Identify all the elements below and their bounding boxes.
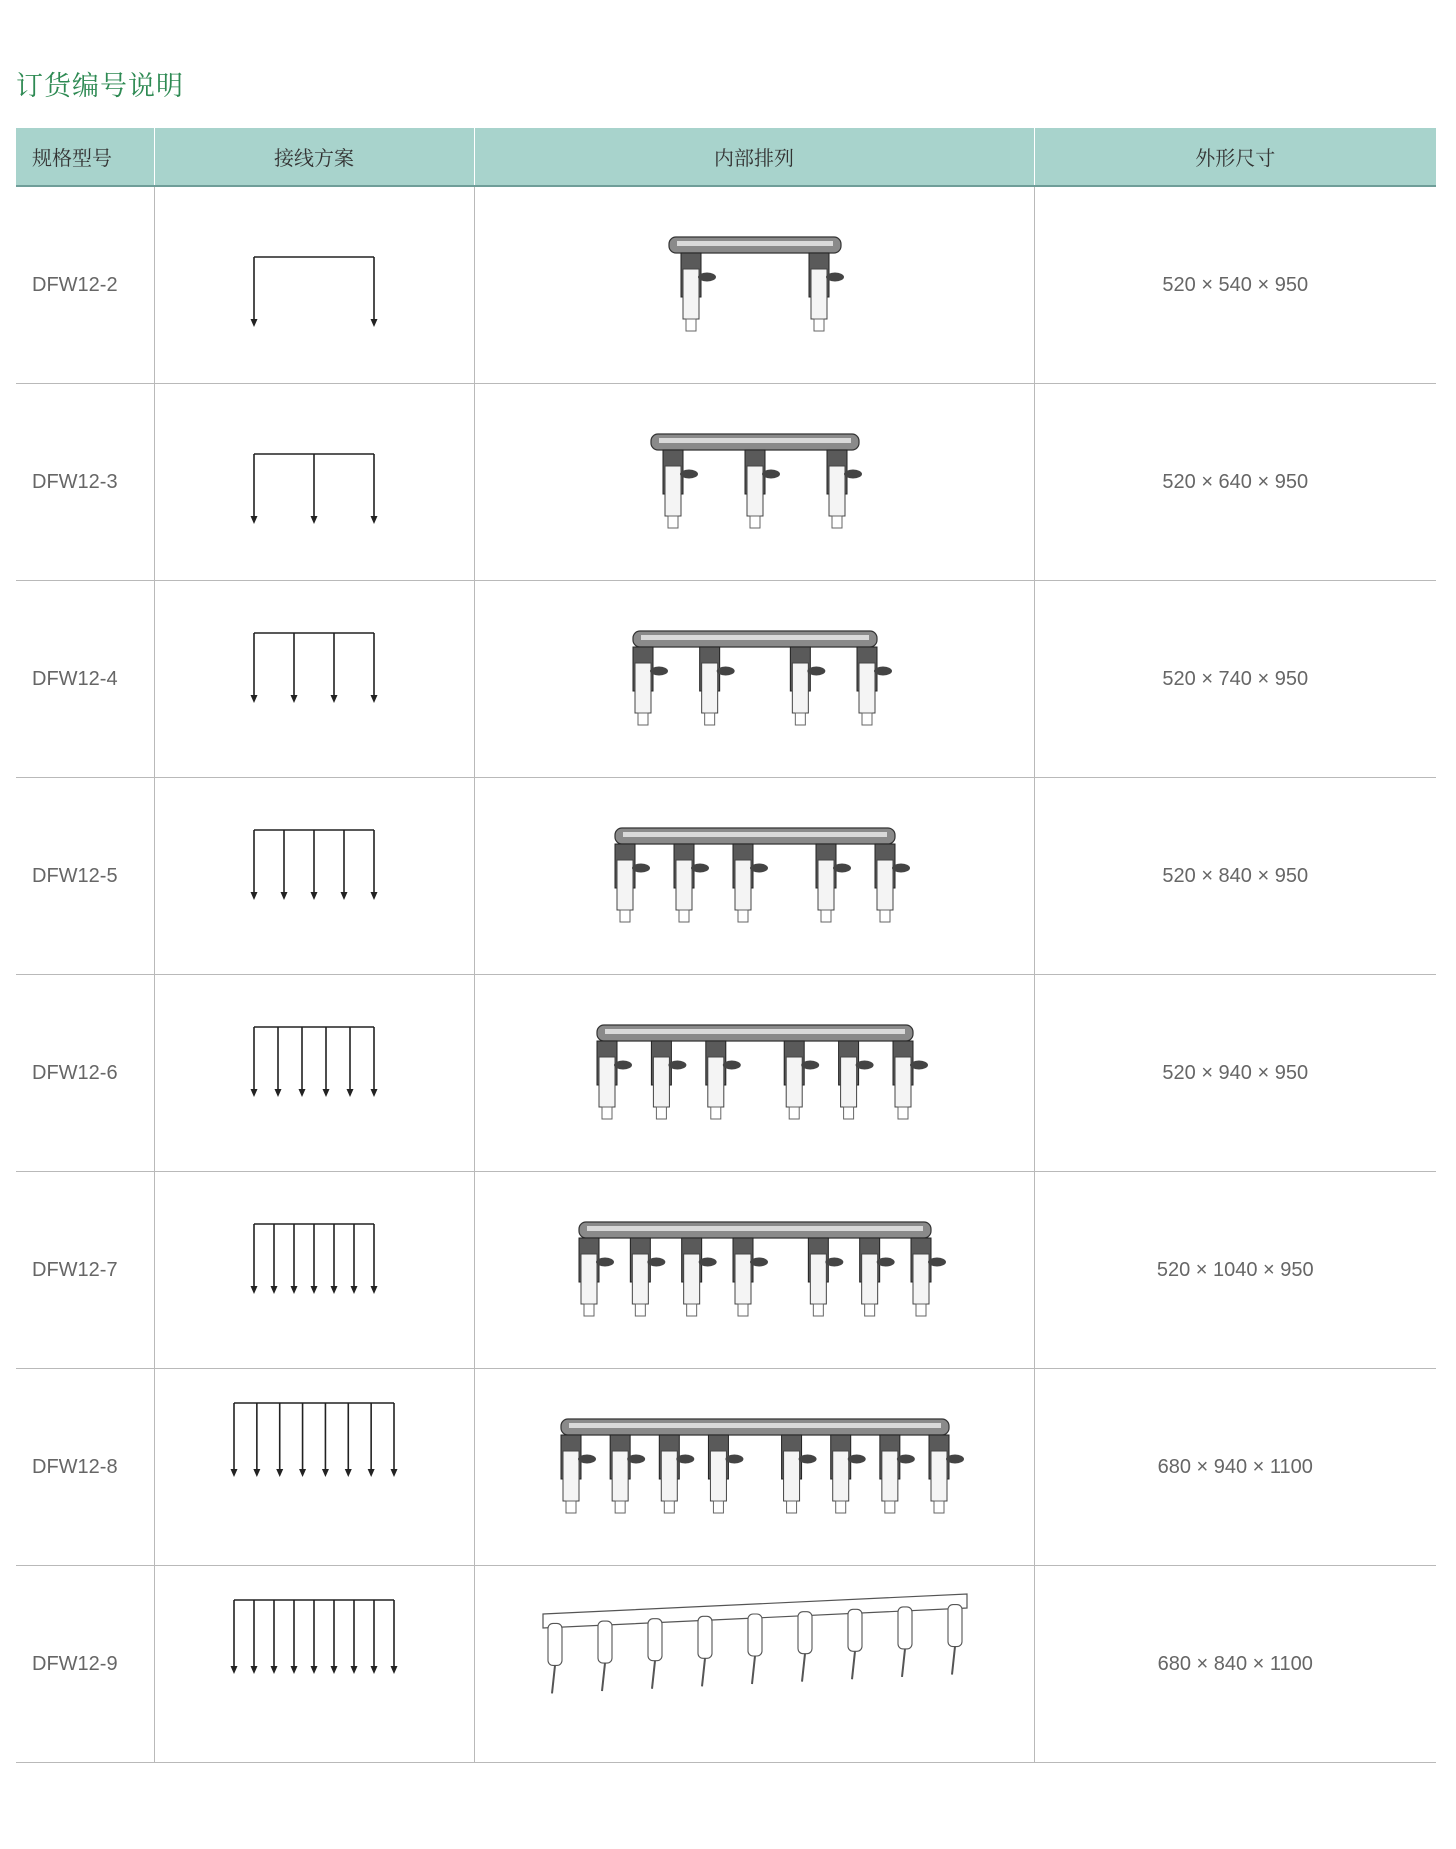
connector-body: [699, 647, 734, 725]
branch-arrow: [251, 1027, 258, 1097]
branch-arrow: [322, 1403, 329, 1477]
wiring-scheme-diagram: [228, 1566, 400, 1762]
dimensions: 520 × 540 × 950: [1034, 186, 1436, 384]
branch-arrow: [341, 830, 348, 900]
order-number-table: [16, 128, 1436, 1763]
dimensions: 520 × 740 × 950: [1034, 581, 1436, 778]
model-number: DFW12-6: [16, 975, 154, 1172]
connector-body: [659, 1435, 694, 1513]
connector-body: [875, 844, 910, 922]
branch-arrow: [231, 1600, 238, 1674]
wiring-scheme-diagram: [248, 581, 380, 777]
internal-arrangement-illustration: [475, 581, 1035, 777]
connector-body: [705, 1041, 740, 1119]
connector-body: [733, 1238, 768, 1316]
connector-body: [848, 1609, 862, 1679]
header-model: 规格型号: [16, 128, 154, 186]
connector-body: [633, 647, 668, 725]
connector-body: [561, 1435, 596, 1513]
branch-arrow: [251, 633, 258, 703]
branch-arrow: [311, 454, 318, 524]
connector-body: [597, 1041, 632, 1119]
internal-arrangement-illustration: [475, 1172, 1035, 1368]
internal-arrangement-illustration: [475, 1566, 1035, 1762]
branch-arrow: [275, 1027, 282, 1097]
connector-body: [598, 1621, 612, 1691]
internal-arrangement-cell: [474, 581, 1034, 778]
connector-body: [808, 1238, 843, 1316]
table-row: [16, 1566, 1436, 1763]
table-row: [16, 186, 1436, 384]
branch-arrow: [291, 633, 298, 703]
wiring-scheme-cell: [154, 975, 474, 1172]
wiring-scheme-diagram: [228, 1369, 400, 1565]
branch-arrow: [291, 1600, 298, 1674]
header-dimensions: 外形尺寸: [1034, 128, 1436, 186]
internal-arrangement-cell: [474, 1566, 1034, 1763]
connector-body: [948, 1605, 962, 1675]
model-number: DFW12-5: [16, 778, 154, 975]
connector-body: [827, 450, 862, 528]
connector-body: [838, 1041, 873, 1119]
branch-arrow: [251, 830, 258, 900]
wiring-scheme-diagram: [248, 778, 380, 974]
dimensions: 680 × 940 × 1100: [1034, 1369, 1436, 1566]
wiring-scheme-cell: [154, 1369, 474, 1566]
branch-arrow: [251, 257, 258, 327]
branch-arrow: [323, 1027, 330, 1097]
connector-body: [648, 1619, 662, 1689]
wiring-scheme-diagram: [248, 187, 380, 383]
connector-body: [830, 1435, 865, 1513]
connector-body: [898, 1607, 912, 1677]
header-internal-arrangement: 内部排列: [474, 128, 1034, 186]
model-number: DFW12-3: [16, 384, 154, 581]
dimensions: 680 × 840 × 1100: [1034, 1566, 1436, 1763]
branch-arrow: [251, 454, 258, 524]
internal-arrangement-cell: [474, 778, 1034, 975]
internal-arrangement-cell: [474, 384, 1034, 581]
branch-arrow: [371, 1600, 378, 1674]
dimensions: 520 × 940 × 950: [1034, 975, 1436, 1172]
section-title: 订货编号说明: [16, 71, 184, 102]
wiring-scheme-cell: [154, 186, 474, 384]
table-row: [16, 975, 1436, 1172]
connector-body: [857, 647, 892, 725]
header-wiring-scheme: 接线方案: [154, 128, 474, 186]
model-number: DFW12-8: [16, 1369, 154, 1566]
connector-body: [790, 647, 825, 725]
connector-body: [681, 1238, 716, 1316]
wiring-scheme-diagram: [248, 1172, 380, 1368]
branch-arrow: [231, 1403, 238, 1477]
branch-arrow: [371, 454, 378, 524]
branch-arrow: [331, 1224, 338, 1294]
branch-arrow: [351, 1600, 358, 1674]
internal-arrangement-illustration: [475, 187, 1035, 383]
internal-arrangement-cell: [474, 1172, 1034, 1369]
branch-arrow: [345, 1403, 352, 1477]
branch-arrow: [391, 1600, 398, 1674]
model-number: DFW12-4: [16, 581, 154, 778]
connector-body: [663, 450, 698, 528]
branch-arrow: [371, 830, 378, 900]
connector-body: [698, 1616, 712, 1686]
connector-body: [798, 1612, 812, 1682]
dimensions: 520 × 1040 × 950: [1034, 1172, 1436, 1369]
connector-body: [745, 450, 780, 528]
branch-arrow: [251, 1224, 258, 1294]
connector-body: [681, 253, 716, 331]
branch-arrow: [311, 1600, 318, 1674]
dimensions: 520 × 640 × 950: [1034, 384, 1436, 581]
connector-body: [630, 1238, 665, 1316]
internal-arrangement-illustration: [475, 1369, 1035, 1565]
connector-body: [748, 1614, 762, 1684]
branch-arrow: [281, 830, 288, 900]
table-row: [16, 1369, 1436, 1566]
branch-arrow: [371, 1224, 378, 1294]
wiring-scheme-cell: [154, 1566, 474, 1763]
branch-arrow: [368, 1403, 375, 1477]
branch-arrow: [291, 1224, 298, 1294]
internal-arrangement-illustration: [475, 975, 1035, 1171]
connector-body: [929, 1435, 964, 1513]
connector-body: [809, 253, 844, 331]
branch-arrow: [276, 1403, 283, 1477]
table-header-row: [16, 128, 1436, 186]
branch-arrow: [299, 1027, 306, 1097]
branch-arrow: [299, 1403, 306, 1477]
connector-body: [784, 1041, 819, 1119]
connector-body: [733, 844, 768, 922]
internal-arrangement-cell: [474, 975, 1034, 1172]
connector-body: [579, 1238, 614, 1316]
connector-body: [548, 1623, 562, 1693]
connector-body: [859, 1238, 894, 1316]
connector-body: [879, 1435, 914, 1513]
internal-arrangement-cell: [474, 186, 1034, 384]
branch-arrow: [391, 1403, 398, 1477]
model-number: DFW12-2: [16, 186, 154, 384]
branch-arrow: [371, 257, 378, 327]
branch-arrow: [371, 1027, 378, 1097]
branch-arrow: [371, 633, 378, 703]
wiring-scheme-diagram: [248, 384, 380, 580]
table-row: [16, 384, 1436, 581]
branch-arrow: [311, 1224, 318, 1294]
model-number: DFW12-9: [16, 1566, 154, 1763]
model-number: DFW12-7: [16, 1172, 154, 1369]
connector-body: [674, 844, 709, 922]
table-row: [16, 581, 1436, 778]
internal-arrangement-illustration: [475, 384, 1035, 580]
wiring-scheme-cell: [154, 778, 474, 975]
connector-body: [781, 1435, 816, 1513]
connector-body: [893, 1041, 928, 1119]
connector-body: [911, 1238, 946, 1316]
branch-arrow: [271, 1224, 278, 1294]
connector-body: [610, 1435, 645, 1513]
wiring-scheme-diagram: [248, 975, 380, 1171]
branch-arrow: [351, 1224, 358, 1294]
wiring-scheme-cell: [154, 1172, 474, 1369]
branch-arrow: [311, 830, 318, 900]
branch-arrow: [253, 1403, 260, 1477]
wiring-scheme-cell: [154, 384, 474, 581]
branch-arrow: [331, 633, 338, 703]
connector-body: [708, 1435, 743, 1513]
branch-arrow: [347, 1027, 354, 1097]
table-row: [16, 778, 1436, 975]
internal-arrangement-illustration: [475, 778, 1035, 974]
wiring-scheme-cell: [154, 581, 474, 778]
connector-body: [816, 844, 851, 922]
branch-arrow: [251, 1600, 258, 1674]
branch-arrow: [271, 1600, 278, 1674]
dimensions: 520 × 840 × 950: [1034, 778, 1436, 975]
table-row: [16, 1172, 1436, 1369]
connector-body: [651, 1041, 686, 1119]
branch-arrow: [331, 1600, 338, 1674]
connector-body: [615, 844, 650, 922]
internal-arrangement-cell: [474, 1369, 1034, 1566]
